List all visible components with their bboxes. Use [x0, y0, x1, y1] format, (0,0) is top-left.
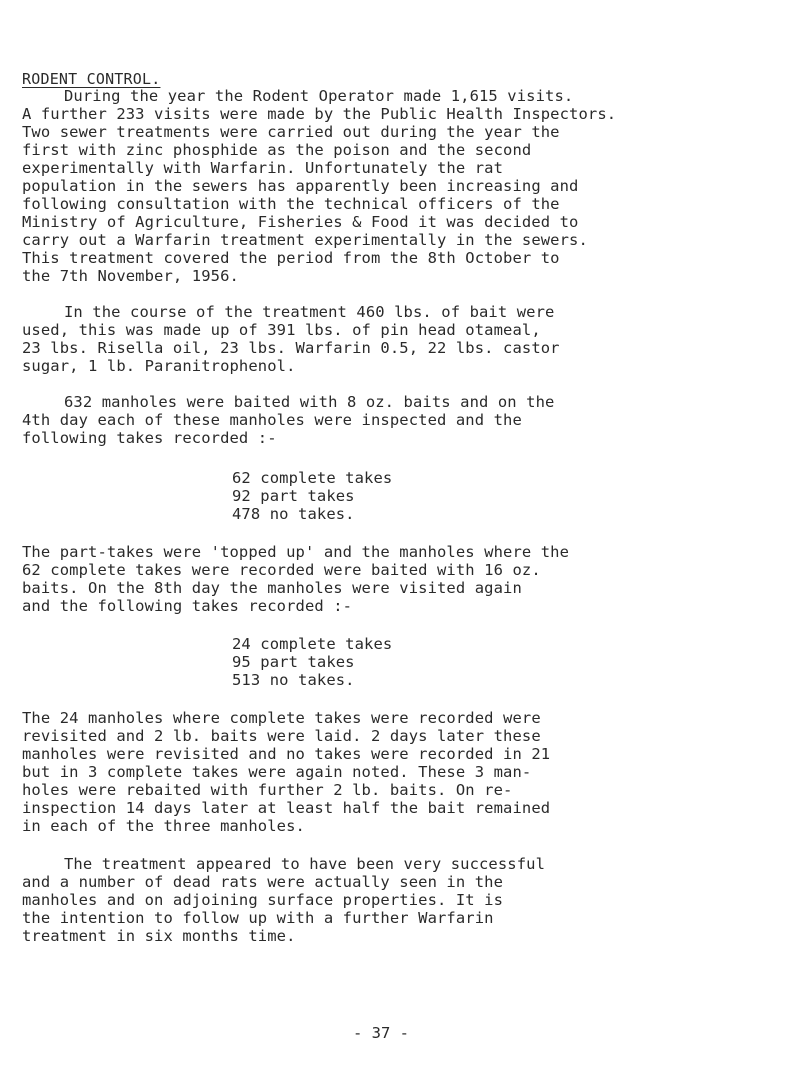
paragraph-5-line-1: The 24 manholes where complete takes were recorded were — [22, 709, 541, 727]
takes-list-2-part: 95 part takes — [232, 653, 355, 671]
paragraph-1-line-11: the 7th November, 1956. — [22, 267, 239, 285]
paragraph-5-line-6: inspection 14 days later at least half the bait remained — [22, 799, 551, 817]
paragraph-6-line-4: the intention to follow up with a further Warfarin — [22, 909, 494, 927]
paragraph-2-line-3: 23 lbs. Risella oil, 23 lbs. Warfarin 0.5, 22 lbs. castor — [22, 339, 560, 357]
paragraph-1-line-1: During the year the Rodent Operator made 1,615 visits. — [64, 87, 574, 105]
paragraph-5-line-2: revisited and 2 lb. baits were laid. 2 days later these — [22, 727, 541, 745]
paragraph-1-line-8: Ministry of Agriculture, Fisheries & Food it was decided to — [22, 213, 579, 231]
paragraph-4-line-3: baits. On the 8th day the manholes were visited again — [22, 579, 522, 597]
paragraph-6-line-3: manholes and on adjoining surface properties. It is — [22, 891, 504, 909]
page-number: - 37 - — [353, 1024, 409, 1042]
paragraph-1-line-3: Two sewer treatments were carried out during the year the — [22, 123, 560, 141]
paragraph-3-line-3: following takes recorded :- — [22, 429, 277, 447]
takes-list-2-complete: 24 complete takes — [232, 635, 393, 653]
paragraph-2-line-1: In the course of the treatment 460 lbs. of bait were — [64, 303, 555, 321]
paragraph-1-line-5: experimentally with Warfarin. Unfortunately the rat — [22, 159, 504, 177]
paragraph-3-line-1: 632 manholes were baited with 8 oz. baits and on the — [64, 393, 555, 411]
paragraph-1-line-6: population in the sewers has apparently been increasing and — [22, 177, 579, 195]
paragraph-1-line-7: following consultation with the technical officers of the — [22, 195, 560, 213]
paragraph-2-line-2: used, this was made up of 391 lbs. of pin head otameal, — [22, 321, 541, 339]
takes-list-2-none: 513 no takes. — [232, 671, 355, 689]
paragraph-5-line-5: holes were rebaited with further 2 lb. baits. On re- — [22, 781, 513, 799]
paragraph-5-line-7: in each of the three manholes. — [22, 817, 305, 835]
paragraph-5-line-3: manholes were revisited and no takes were recorded in 21 — [22, 745, 551, 763]
paragraph-4-line-4: and the following takes recorded :- — [22, 597, 353, 615]
takes-list-1-none: 478 no takes. — [232, 505, 355, 523]
section-heading: RODENT CONTROL. — [22, 70, 161, 88]
paragraph-4-line-2: 62 complete takes were recorded were baited with 16 oz. — [22, 561, 541, 579]
paragraph-6-line-1: The treatment appeared to have been very successful — [64, 855, 546, 873]
paragraph-1-line-10: This treatment covered the period from the 8th October to — [22, 249, 560, 267]
paragraph-6-line-2: and a number of dead rats were actually seen in the — [22, 873, 504, 891]
paragraph-3-line-2: 4th day each of these manholes were inspected and the — [22, 411, 522, 429]
paragraph-6-line-5: treatment in six months time. — [22, 927, 296, 945]
takes-list-1-part: 92 part takes — [232, 487, 355, 505]
paragraph-1-line-9: carry out a Warfarin treatment experimentally in the sewers. — [22, 231, 588, 249]
paragraph-2-line-4: sugar, 1 lb. Paranitrophenol. — [22, 357, 296, 375]
takes-list-1-complete: 62 complete takes — [232, 469, 393, 487]
paragraph-5-line-4: but in 3 complete takes were again noted. These 3 man- — [22, 763, 532, 781]
paragraph-4-line-1: The part-takes were 'topped up' and the manholes where the — [22, 543, 570, 561]
paragraph-1-line-4: first with zinc phosphide as the poison and the second — [22, 141, 532, 159]
paragraph-1-line-2: A further 233 visits were made by the Public Health Inspectors. — [22, 105, 617, 123]
